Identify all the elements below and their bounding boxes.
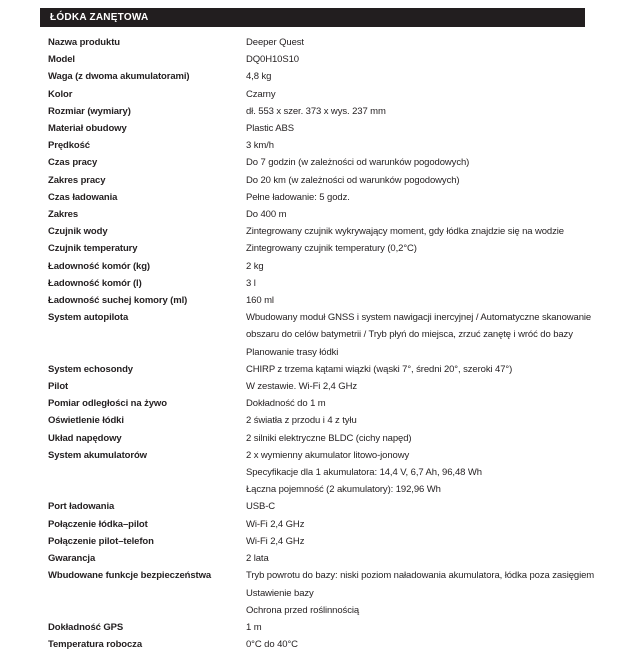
spec-value-line: obszaru do celów batymetrii / Tryb płyń do miejsca, zrzuć zanętę i wróć do bazy	[246, 329, 573, 341]
spec-row	[48, 154, 593, 171]
spec-row	[48, 550, 593, 567]
spec-label: Zakres pracy	[48, 174, 106, 186]
spec-value	[246, 86, 593, 103]
spec-value-line: Deeper Quest	[246, 37, 304, 48]
spec-row	[48, 412, 593, 429]
spec-value-line: Ustawienie bazy	[246, 587, 314, 599]
spec-value-line: Zintegrowany czujnik wykrywający moment, gdy łódka znajdzie się na wodzie	[246, 226, 564, 238]
spec-label: Czujnik wody	[48, 226, 108, 238]
spec-value	[246, 34, 593, 51]
spec-value-line: USB-C	[246, 501, 276, 513]
spec-row	[48, 206, 593, 223]
spec-row	[48, 34, 593, 51]
spec-row	[48, 240, 593, 257]
spec-value	[246, 550, 593, 567]
spec-value-line: 2 silniki elektryczne BLDC (cichy napęd)	[246, 432, 412, 444]
spec-label: Ładowność komór (kg)	[48, 260, 150, 272]
spec-value	[246, 533, 593, 550]
spec-value	[246, 154, 593, 171]
spec-value	[246, 223, 593, 240]
spec-value-line: Czarny	[246, 88, 276, 100]
spec-value	[246, 430, 593, 447]
spec-label: Kolor	[48, 88, 73, 100]
spec-value	[246, 412, 593, 429]
spec-value-line: 2 x wymienny akumulator litowo-jonowy	[246, 449, 410, 461]
spec-value	[246, 172, 593, 189]
spec-value-line: Łączna pojemność (2 akumulatory): 192,96 Wh	[246, 484, 441, 496]
spec-value	[246, 378, 593, 395]
spec-value-line: 3 km/h	[246, 140, 274, 152]
spec-row	[48, 86, 593, 103]
spec-row	[48, 292, 593, 309]
spec-value-line: 160 ml	[246, 295, 274, 307]
spec-value-line: Dokładność do 1 m	[246, 398, 326, 410]
spec-value-line: Do 400 m	[246, 209, 287, 221]
spec-value	[246, 361, 593, 378]
spec-value-line: Ochrona przed roślinnością	[246, 604, 360, 616]
spec-value-line: Planowanie trasy łódki	[246, 346, 339, 358]
spec-value-line: 3 l	[246, 277, 256, 289]
spec-label: Ładowność suchej komory (ml)	[48, 295, 188, 307]
spec-value	[246, 395, 593, 412]
spec-label: Połączenie pilot–telefon	[48, 535, 154, 547]
spec-row	[48, 51, 593, 68]
spec-row	[48, 533, 593, 550]
spec-value-line: Do 20 km (w zależności od warunków pogodowych)	[246, 174, 460, 186]
spec-label: Czujnik temperatury	[48, 243, 138, 255]
spec-label: Gwarancja	[48, 553, 96, 565]
spec-row	[48, 120, 593, 137]
spec-value-line: Plastic ABS	[246, 123, 295, 135]
spec-row	[48, 430, 593, 447]
spec-value-line: Pełne ładowanie: 5 godz.	[246, 191, 350, 203]
spec-value-line: Wi-Fi 2,4 GHz	[246, 535, 305, 547]
spec-value	[246, 619, 593, 636]
spec-value-line: 4,8 kg	[246, 71, 272, 83]
spec-value	[246, 275, 593, 292]
spec-label: Prędkość	[48, 140, 90, 152]
spec-label: Temperatura robocza	[48, 639, 143, 651]
spec-value	[246, 636, 593, 653]
spec-value-line: 2 lata	[246, 553, 269, 565]
spec-row	[48, 258, 593, 275]
spec-value-line: 2 światła z przodu i 4 z tyłu	[246, 415, 357, 427]
spec-label: Waga (z dwoma akumulatorami)	[48, 71, 190, 83]
spec-label: Pilot	[48, 381, 69, 393]
spec-value	[246, 240, 593, 257]
spec-label: Układ napędowy	[48, 432, 122, 444]
spec-label: System echosondy	[48, 363, 133, 375]
spec-value	[246, 258, 593, 275]
spec-label: Ładowność komór (l)	[48, 277, 142, 289]
spec-value-line: W zestawie. Wi-Fi 2,4 GHz	[246, 381, 357, 393]
spec-value-line: dł. 553 x szer. 373 x wys. 237 mm	[246, 105, 386, 117]
spec-label: Wbudowane funkcje bezpieczeństwa	[48, 570, 212, 582]
section-header-bar	[40, 8, 585, 27]
spec-value-line: Do 7 godzin (w zależności od warunków pogodowych)	[246, 157, 470, 169]
spec-value	[246, 206, 593, 223]
section-title: ŁÓDKA ZANĘTOWA	[50, 12, 149, 23]
spec-label: Dokładność GPS	[48, 621, 124, 633]
spec-label: Pomiar odległości na żywo	[48, 398, 167, 410]
spec-value	[246, 516, 593, 533]
spec-value-line: Wi-Fi 2,4 GHz	[246, 518, 305, 530]
spec-row	[48, 361, 593, 378]
spec-label: Model	[48, 54, 75, 66]
spec-row	[48, 619, 593, 636]
spec-value	[246, 137, 593, 154]
spec-row	[48, 516, 593, 533]
spec-label: Czas ładowania	[48, 191, 118, 203]
spec-value	[246, 498, 593, 515]
spec-label: Oświetlenie łódki	[48, 415, 124, 427]
spec-value-line: 2 kg	[246, 260, 264, 272]
spec-row	[48, 275, 593, 292]
spec-value-line: 0°C do 40°C	[246, 639, 298, 651]
spec-row	[48, 137, 593, 154]
spec-row	[48, 103, 593, 120]
spec-row	[48, 378, 593, 395]
spec-label: Port ładowania	[48, 501, 115, 513]
spec-row	[48, 223, 593, 240]
spec-row	[48, 498, 593, 515]
spec-value	[246, 292, 593, 309]
spec-label: Rozmiar (wymiary)	[48, 105, 131, 117]
spec-value-line: Zintegrowany czujnik temperatury (0,2°C)	[246, 243, 417, 255]
spec-value-line: 1 m	[246, 621, 262, 633]
spec-value-line: Wbudowany moduł GNSS i system nawigacji inercyjnej / Automatyczne skanowanie	[246, 312, 592, 324]
spec-label: Zakres	[48, 209, 79, 221]
spec-label: System akumulatorów	[48, 449, 147, 461]
spec-row	[48, 395, 593, 412]
spec-row	[48, 172, 593, 189]
spec-label: Nazwa produktu	[48, 37, 120, 48]
spec-label: Połączenie łódka–pilot	[48, 518, 148, 530]
spec-row	[48, 68, 593, 85]
spec-row	[48, 447, 593, 499]
spec-label: Materiał obudowy	[48, 123, 127, 135]
spec-row	[48, 636, 593, 653]
spec-value	[246, 51, 593, 68]
spec-value	[246, 68, 593, 85]
spec-value-line: DQ0H10S10	[246, 54, 299, 66]
spec-value-line: CHIRP z trzema kątami wiązki (wąski 7°, średni 20°, szeroki 47°)	[246, 363, 513, 375]
spec-value-line: Tryb powrotu do bazy: niski poziom naładowania akumulatora, łódka poza zasięgiem	[246, 570, 595, 582]
spec-value	[246, 103, 593, 120]
spec-value	[246, 447, 593, 499]
spec-value	[246, 309, 593, 361]
spec-value	[246, 567, 593, 619]
spec-row	[48, 189, 593, 206]
spec-value-line: Specyfikacje dla 1 akumulatora: 14,4 V, 6,7 Ah, 96,48 Wh	[246, 467, 482, 479]
spec-row	[48, 309, 593, 361]
spec-label: System autopilota	[48, 312, 129, 324]
spec-value	[246, 120, 593, 137]
spec-table	[48, 34, 593, 653]
spec-row	[48, 567, 593, 619]
spec-value	[246, 189, 593, 206]
spec-label: Czas pracy	[48, 157, 98, 169]
